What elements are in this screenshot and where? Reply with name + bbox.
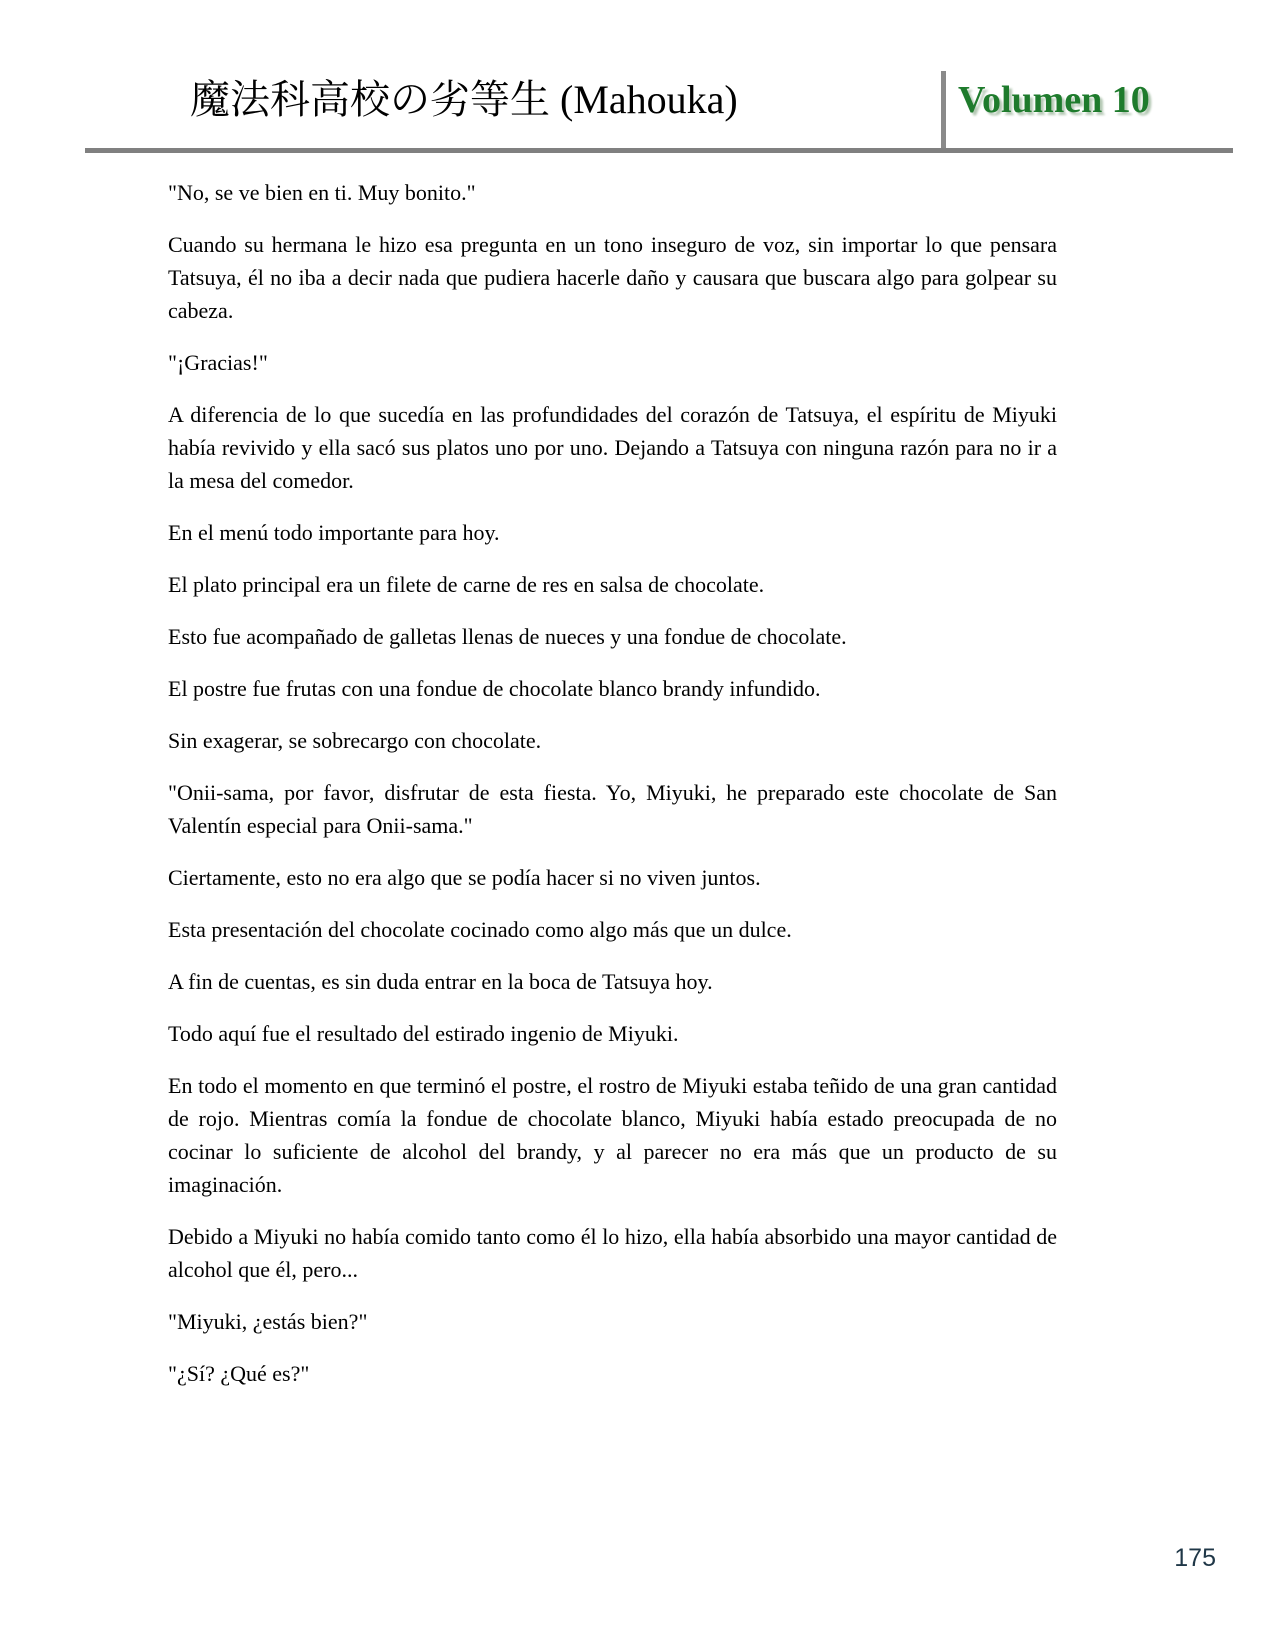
- paragraph: Debido a Miyuki no había comido tanto como él lo hizo, ella había absorbido una mayor cantidad de alcohol que él, pero...: [168, 1224, 1057, 1282]
- paragraph: Sin exagerar, se sobrecargo con chocolate.: [168, 728, 542, 753]
- paragraph: En el menú todo importante para hoy.: [168, 520, 500, 545]
- paragraph: "¿Sí? ¿Qué es?": [168, 1361, 310, 1386]
- paragraph: Esta presentación del chocolate cocinado como algo más que un dulce.: [168, 917, 792, 942]
- paragraph: Esto fue acompañado de galletas llenas de nueces y una fondue de chocolate.: [168, 624, 847, 649]
- paragraph: "¡Gracias!": [168, 350, 268, 375]
- paragraph: En todo el momento en que terminó el postre, el rostro de Miyuki estaba teñido de una gran cantidad de rojo. Mientras comía la fondue de chocolate blanco, Miyuki había estado preocupada de no cocinar lo suficiente de alcohol del brandy, y al parecer no era más que un producto de su imaginación.: [168, 1073, 1057, 1197]
- paragraph: Ciertamente, esto no era algo que se podía hacer si no viven juntos.: [168, 865, 761, 890]
- volume-label: Volumen 10: [958, 79, 1150, 121]
- page-number: 175: [1174, 1544, 1216, 1572]
- paragraph: El plato principal era un filete de carne de res en salsa de chocolate.: [168, 572, 765, 597]
- header-rule: [85, 148, 1233, 153]
- paragraph: Cuando su hermana le hizo esa pregunta en un tono inseguro de voz, sin importar lo que pensara Tatsuya, él no iba a decir nada que pudiera hacerle daño y causara que buscara algo para golpear su cabeza.: [168, 232, 1057, 323]
- paragraph: A diferencia de lo que sucedía en las profundidades del corazón de Tatsuya, el espíritu de Miyuki había revivido y ella sacó sus platos uno por uno. Dejando a Tatsuya con ninguna razón para no ir a la mesa del comedor.: [168, 402, 1057, 493]
- paragraph: "No, se ve bien en ti. Muy bonito.": [168, 180, 476, 205]
- paragraph: "Miyuki, ¿estás bien?": [168, 1309, 368, 1334]
- paragraph: "Onii-sama, por favor, disfrutar de esta fiesta. Yo, Miyuki, he preparado este chocolate de San Valentín especial para Onii-sama.": [168, 780, 1057, 838]
- paragraph: Todo aquí fue el resultado del estirado ingenio de Miyuki.: [168, 1021, 679, 1046]
- paragraph: A fin de cuentas, es sin duda entrar en la boca de Tatsuya hoy.: [168, 969, 713, 994]
- header-vertical-divider: [941, 71, 946, 149]
- paragraph: El postre fue frutas con una fondue de chocolate blanco brandy infundido.: [168, 676, 821, 701]
- body-content: [168, 176, 1057, 1409]
- page-title: 魔法科高校の劣等生 (Mahouka): [190, 77, 738, 122]
